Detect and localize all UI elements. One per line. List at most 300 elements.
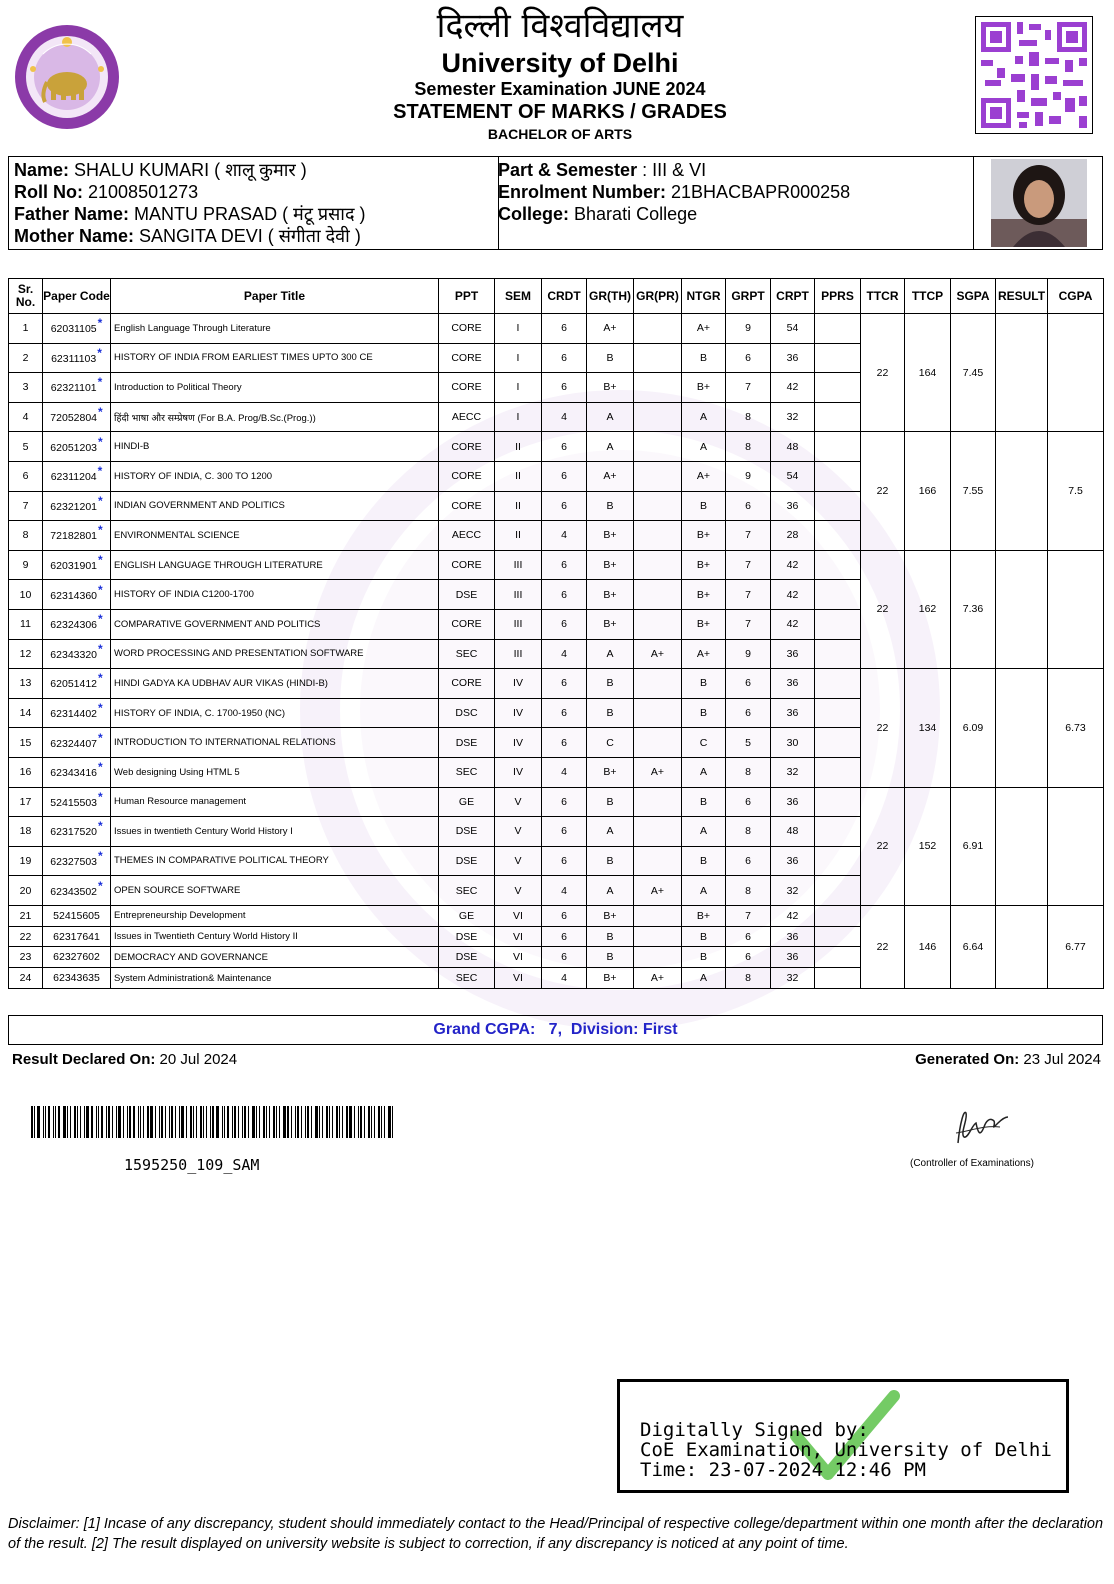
barcode-bar (106, 1106, 107, 1138)
barcode-bar (175, 1106, 176, 1138)
cell-crpt: 36 (771, 787, 815, 817)
generated-on (915, 1051, 1101, 1069)
header-paper-title: Paper Title (111, 279, 439, 314)
qr-code (975, 16, 1093, 134)
barcode-bar (169, 1106, 170, 1138)
barcode-bar (224, 1106, 225, 1138)
cell-sem: V (495, 817, 542, 847)
paper-code-value: 62321101 (50, 382, 97, 395)
cell-ntgr: B+ (682, 550, 726, 580)
barcode-bar (342, 1106, 343, 1138)
cell-ppt: SEC (439, 876, 495, 906)
cell-result (996, 432, 1048, 550)
cell-sr-no: 18 (9, 817, 43, 847)
barcode-bar (34, 1106, 35, 1138)
cell-paper-code (43, 580, 111, 610)
cell-gr-th: B+ (587, 521, 634, 551)
table-header-row (9, 279, 1104, 314)
cell-paper-title: Issues in twentieth Century World History I (111, 817, 439, 847)
declared-date: 20 Jul 2024 (159, 1051, 238, 1068)
header-ttcp: TTCP (905, 279, 951, 314)
cell-crdt: 6 (542, 550, 587, 580)
cell-paper-title: ENVIRONMENTAL SCIENCE (111, 521, 439, 551)
cell-paper-title: HINDI-B (111, 432, 439, 462)
barcode-bar (140, 1106, 141, 1138)
mother-label: Mother Name: (14, 226, 135, 246)
paper-code-value: 62343416 (50, 767, 98, 780)
cell-paper-code (43, 432, 111, 462)
cell-sem: V (495, 787, 542, 817)
barcode-bar (116, 1106, 117, 1138)
cell-paper-code (43, 669, 111, 699)
barcode-bar (165, 1106, 166, 1138)
barcode-bar (388, 1106, 391, 1138)
part-label: Part & Semester (498, 160, 638, 180)
cell-pprs (815, 669, 861, 699)
asterisk-mark: * (98, 760, 103, 775)
cell-sem: III (495, 550, 542, 580)
cell-pprs (815, 968, 861, 989)
cell-ttcr: 22 (861, 432, 905, 550)
cell-ntgr: B+ (682, 580, 726, 610)
cell-gr-pr: A+ (634, 968, 682, 989)
cell-grpt: 6 (726, 947, 771, 968)
cell-ntgr: A+ (682, 639, 726, 669)
sign-time-line: Time: 23-07-2024 12:46 PM (640, 1459, 926, 1481)
cell-ppt: DSE (439, 926, 495, 947)
barcode-bar (360, 1106, 362, 1138)
university-seal-logo (13, 24, 121, 130)
cell-gr-th: A+ (587, 461, 634, 491)
cell-gr-th: B+ (587, 580, 634, 610)
cell-paper-title: HISTORY OF INDIA, C. 300 TO 1200 (111, 461, 439, 491)
cell-gr-pr (634, 343, 682, 373)
cell-sr-no: 21 (9, 905, 43, 926)
cell-ntgr: A+ (682, 461, 726, 491)
cell-ppt: SEC (439, 968, 495, 989)
cell-sem: IV (495, 698, 542, 728)
cell-sr-no: 24 (9, 968, 43, 989)
cell-pprs (815, 639, 861, 669)
father-name-line (14, 203, 498, 225)
barcode-bar (210, 1106, 211, 1138)
cell-paper-code (43, 402, 111, 432)
header-sem: SEM (495, 279, 542, 314)
degree-title: BACHELOR OF ARTS (487, 126, 633, 142)
barcode-bar (206, 1106, 207, 1138)
cell-paper-code (43, 343, 111, 373)
cell-sem: V (495, 876, 542, 906)
cell-paper-code (43, 876, 111, 906)
cell-paper-title: HISTORY OF INDIA C1200-1700 (111, 580, 439, 610)
asterisk-mark: * (98, 848, 103, 863)
cell-crdt: 6 (542, 926, 587, 947)
cell-crdt: 6 (542, 905, 587, 926)
barcode-bar (37, 1106, 40, 1138)
header-crdt: CRDT (542, 279, 587, 314)
cell-sr-no: 12 (9, 639, 43, 669)
barcode-bar (186, 1106, 187, 1138)
barcode-bar (307, 1106, 309, 1138)
barcode-bar (242, 1106, 243, 1138)
cell-ntgr: C (682, 728, 726, 758)
roll-number-line (14, 181, 498, 203)
marks-table-body (9, 314, 1104, 989)
cell-paper-code (43, 609, 111, 639)
barcode-bar (374, 1106, 375, 1138)
cell-grpt: 6 (726, 491, 771, 521)
cell-pprs (815, 402, 861, 432)
cell-crpt: 36 (771, 926, 815, 947)
barcode-bar (238, 1106, 239, 1138)
declared-label: Result Declared On: (12, 1051, 156, 1068)
cell-paper-title: HISTORY OF INDIA, C. 1700-1950 (NC) (111, 698, 439, 728)
cell-crpt: 36 (771, 947, 815, 968)
cell-ntgr: B (682, 698, 726, 728)
barcode-bar (332, 1106, 333, 1138)
cell-crdt: 6 (542, 947, 587, 968)
cell-paper-code (43, 846, 111, 876)
barcode-bar (371, 1106, 372, 1138)
cell-grpt: 8 (726, 817, 771, 847)
cell-pprs (815, 432, 861, 462)
cell-ntgr: B (682, 343, 726, 373)
cell-sr-no: 22 (9, 926, 43, 947)
barcode-bar (329, 1106, 330, 1138)
paper-code-value: 72182801 (50, 530, 98, 543)
cell-ntgr: A (682, 432, 726, 462)
asterisk-mark: * (98, 641, 103, 656)
cell-sr-no: 15 (9, 728, 43, 758)
cell-ppt: AECC (439, 402, 495, 432)
barcode (31, 1106, 441, 1138)
header-sr-no: Sr. No. (9, 279, 43, 314)
cell-gr-pr: A+ (634, 876, 682, 906)
header-paper-code: Paper Code (43, 279, 111, 314)
cell-gr-th: B+ (587, 905, 634, 926)
cell-sr-no: 1 (9, 314, 43, 344)
cell-gr-pr (634, 817, 682, 847)
cell-paper-code (43, 491, 111, 521)
barcode-bar (159, 1106, 160, 1138)
barcode-bar (112, 1106, 113, 1138)
paper-code-value: 62324407 (50, 737, 98, 750)
cell-sem: I (495, 373, 542, 403)
controller-signature (950, 1103, 1010, 1149)
cell-ppt: CORE (439, 461, 495, 491)
generated-date: 23 Jul 2024 (1023, 1051, 1101, 1068)
paper-code-value: 62324306 (50, 619, 98, 632)
cell-cgpa (1048, 550, 1104, 668)
cell-cgpa: 6.77 (1048, 905, 1104, 988)
cell-gr-pr (634, 926, 682, 947)
cell-gr-th: A (587, 432, 634, 462)
college-name: Bharati College (574, 204, 698, 224)
cell-pprs (815, 609, 861, 639)
cell-ttcr: 22 (861, 787, 905, 905)
cell-gr-th: B (587, 698, 634, 728)
paper-code-value: 62343635 (53, 972, 100, 985)
barcode-bar (77, 1106, 78, 1138)
cell-paper-code (43, 521, 111, 551)
signed-by-line: Digitally Signed by: (640, 1419, 869, 1441)
cell-sr-no: 19 (9, 846, 43, 876)
name-label: Name: (14, 160, 70, 180)
asterisk-mark: * (98, 493, 103, 508)
cell-gr-th: B+ (587, 757, 634, 787)
cell-gr-th: B+ (587, 550, 634, 580)
cell-crdt: 6 (542, 669, 587, 699)
barcode-bar (86, 1106, 89, 1138)
cell-paper-title: OPEN SOURCE SOFTWARE (111, 876, 439, 906)
cell-pprs (815, 521, 861, 551)
cell-sem: IV (495, 757, 542, 787)
cell-pprs (815, 876, 861, 906)
barcode-bar (108, 1106, 110, 1138)
cell-sem: V (495, 846, 542, 876)
cell-crpt: 54 (771, 461, 815, 491)
table-row (9, 905, 1104, 926)
cell-grpt: 9 (726, 461, 771, 491)
barcode-bar (301, 1106, 302, 1138)
digital-signature-box (617, 1379, 1069, 1493)
asterisk-mark: * (97, 345, 102, 360)
cell-sr-no: 10 (9, 580, 43, 610)
college-line (498, 203, 973, 225)
cell-crpt: 36 (771, 343, 815, 373)
cell-crdt: 4 (542, 876, 587, 906)
cell-pprs (815, 698, 861, 728)
asterisk-mark: * (97, 464, 103, 479)
cell-paper-code (43, 698, 111, 728)
cell-crdt: 6 (542, 728, 587, 758)
cell-ppt: SEC (439, 757, 495, 787)
signer-line: CoE Examination, University of Delhi (640, 1439, 1052, 1461)
cell-ppt: AECC (439, 521, 495, 551)
cell-ppt: CORE (439, 491, 495, 521)
page-header (380, 4, 740, 144)
cell-gr-th: A (587, 876, 634, 906)
cell-paper-title: INDIAN GOVERNMENT AND POLITICS (111, 491, 439, 521)
barcode-bar (179, 1106, 180, 1138)
college-label: College: (498, 204, 570, 224)
paper-code-value: 62051412 (50, 678, 98, 691)
barcode-bar (349, 1106, 352, 1138)
mother-name-line (14, 225, 498, 247)
paper-code-value: 62051203 (50, 441, 98, 454)
barcode-bar (118, 1106, 121, 1138)
header-cgpa: CGPA (1048, 279, 1104, 314)
cell-sem: II (495, 491, 542, 521)
table-row (9, 669, 1104, 699)
cell-sr-no: 4 (9, 402, 43, 432)
enrolment-line (498, 181, 973, 203)
cell-grpt: 7 (726, 373, 771, 403)
cell-crdt: 4 (542, 757, 587, 787)
cell-gr-pr (634, 905, 682, 926)
cell-crpt: 32 (771, 968, 815, 989)
roll-label: Roll No: (14, 182, 83, 202)
cell-gr-pr (634, 373, 682, 403)
paper-code-value: 62343320 (50, 648, 98, 661)
barcode-bar (212, 1106, 214, 1138)
cell-paper-code (43, 373, 111, 403)
paper-code-value: 62327602 (53, 951, 100, 964)
barcode-bar (181, 1106, 184, 1138)
cell-ttcp: 166 (905, 432, 951, 550)
barcode-bar (346, 1106, 348, 1138)
barcode-bar (259, 1106, 260, 1138)
cell-sr-no: 9 (9, 550, 43, 580)
cell-grpt: 7 (726, 550, 771, 580)
barcode-bar (43, 1106, 44, 1138)
cell-gr-th: B (587, 491, 634, 521)
cell-gr-pr (634, 787, 682, 817)
cell-pprs (815, 314, 861, 344)
cell-crdt: 4 (542, 402, 587, 432)
asterisk-mark: * (98, 405, 103, 420)
cell-paper-code (43, 817, 111, 847)
cell-ntgr: A+ (682, 314, 726, 344)
exam-title: Semester Examination JUNE 2024 (414, 79, 706, 99)
part-semester: : III & VI (642, 160, 707, 180)
cell-paper-code (43, 947, 111, 968)
barcode-bar (364, 1106, 365, 1138)
header-grpt: GRPT (726, 279, 771, 314)
cell-crdt: 6 (542, 580, 587, 610)
barcode-bar (339, 1106, 340, 1138)
cell-ppt: CORE (439, 432, 495, 462)
paper-code-value: 62317520 (50, 826, 98, 839)
cell-pprs (815, 373, 861, 403)
cell-ppt: CORE (439, 314, 495, 344)
header-sgpa: SGPA (951, 279, 996, 314)
cell-gr-th: B (587, 343, 634, 373)
barcode-bar (58, 1106, 60, 1138)
barcode-bar (244, 1106, 246, 1138)
cell-sr-no: 17 (9, 787, 43, 817)
header-ttcr: TTCR (861, 279, 905, 314)
cell-sr-no: 7 (9, 491, 43, 521)
cell-crdt: 6 (542, 609, 587, 639)
paper-code-value: 62321201 (50, 500, 98, 513)
cell-sr-no: 11 (9, 609, 43, 639)
barcode-bar (232, 1106, 233, 1138)
cell-paper-title: INTRODUCTION TO INTERNATIONAL RELATIONS (111, 728, 439, 758)
cell-result (996, 669, 1048, 787)
generated-label: Generated On: (915, 1051, 1020, 1068)
cell-pprs (815, 817, 861, 847)
cell-sr-no: 3 (9, 373, 43, 403)
asterisk-mark: * (98, 878, 103, 893)
cell-paper-title: Entrepreneurship Development (111, 905, 439, 926)
barcode-bar (203, 1106, 204, 1138)
barcode-bar (70, 1106, 71, 1138)
cell-result (996, 314, 1048, 432)
cell-sem: I (495, 402, 542, 432)
cell-ntgr: A (682, 757, 726, 787)
barcode-bar (96, 1106, 97, 1138)
barcode-bar (123, 1106, 124, 1138)
cell-sr-no: 13 (9, 669, 43, 699)
cell-ntgr: B+ (682, 521, 726, 551)
cell-pprs (815, 846, 861, 876)
cell-paper-title: COMPARATIVE GOVERNMENT AND POLITICS (111, 609, 439, 639)
cell-crdt: 6 (542, 314, 587, 344)
cell-gr-pr (634, 609, 682, 639)
cell-paper-title: Human Resource management (111, 787, 439, 817)
barcode-bar (279, 1106, 280, 1138)
paper-code-value: 52415605 (53, 909, 100, 922)
cell-gr-pr (634, 521, 682, 551)
cell-pprs (815, 491, 861, 521)
cell-crpt: 28 (771, 521, 815, 551)
asterisk-mark: * (98, 553, 103, 568)
barcode-bar (55, 1106, 56, 1138)
cell-crdt: 6 (542, 373, 587, 403)
asterisk-mark: * (98, 730, 103, 745)
cell-ttcp: 146 (905, 905, 951, 988)
barcode-bar (48, 1106, 50, 1138)
barcode-bar (326, 1106, 328, 1138)
enrol-label: Enrolment Number: (498, 182, 667, 202)
student-name: SHALU KUMARI ( शालू कुमार ) (74, 160, 307, 180)
barcode-bar (311, 1106, 312, 1138)
marks-table (8, 278, 1104, 989)
disclaimer: Disclaimer: [1] Incase of any discrepancy, student should immediately contact to the Head/Principal of respective college/department within one month after the declaration of the result. [2] The result displayed on university website is subject to correction, if any discrepancy is noticed at any point of time. (8, 1516, 1104, 1552)
cell-crpt: 42 (771, 609, 815, 639)
cell-grpt: 8 (726, 876, 771, 906)
cell-gr-pr: A+ (634, 639, 682, 669)
table-row (9, 550, 1104, 580)
cell-sr-no: 2 (9, 343, 43, 373)
statement-title: STATEMENT OF MARKS / GRADES (393, 101, 727, 123)
cell-sem: IV (495, 728, 542, 758)
barcode-bar (381, 1106, 382, 1138)
cell-crdt: 6 (542, 787, 587, 817)
cell-grpt: 7 (726, 905, 771, 926)
cell-ttcr: 22 (861, 669, 905, 787)
cell-grpt: 6 (726, 669, 771, 699)
barcode-bar (354, 1106, 355, 1138)
cell-ttcp: 134 (905, 669, 951, 787)
cell-crpt: 36 (771, 669, 815, 699)
cell-crpt: 42 (771, 580, 815, 610)
cell-paper-title: THEMES IN COMPARATIVE POLITICAL THEORY (111, 846, 439, 876)
roll-number: 21008501273 (88, 182, 199, 202)
cell-ppt: CORE (439, 609, 495, 639)
cell-ntgr: A (682, 876, 726, 906)
cell-gr-th: A+ (587, 314, 634, 344)
header-crpt: CRPT (771, 279, 815, 314)
barcode-bar (384, 1106, 385, 1138)
cell-paper-title: System Administration& Maintenance (111, 968, 439, 989)
barcode-bar (222, 1106, 223, 1138)
cell-sem: II (495, 432, 542, 462)
barcode-bar (322, 1106, 323, 1138)
cell-ttcp: 152 (905, 787, 951, 905)
cell-sem: III (495, 580, 542, 610)
cell-ppt: CORE (439, 669, 495, 699)
cell-sr-no: 6 (9, 461, 43, 491)
cell-gr-pr (634, 698, 682, 728)
hindi-university-title: दिल्ली विश्वविद्यालय (436, 6, 684, 46)
paper-code-value: 62327503 (50, 855, 98, 868)
cell-gr-pr (634, 432, 682, 462)
cell-crpt: 36 (771, 639, 815, 669)
cell-ntgr: A (682, 817, 726, 847)
result-declared (12, 1051, 237, 1069)
